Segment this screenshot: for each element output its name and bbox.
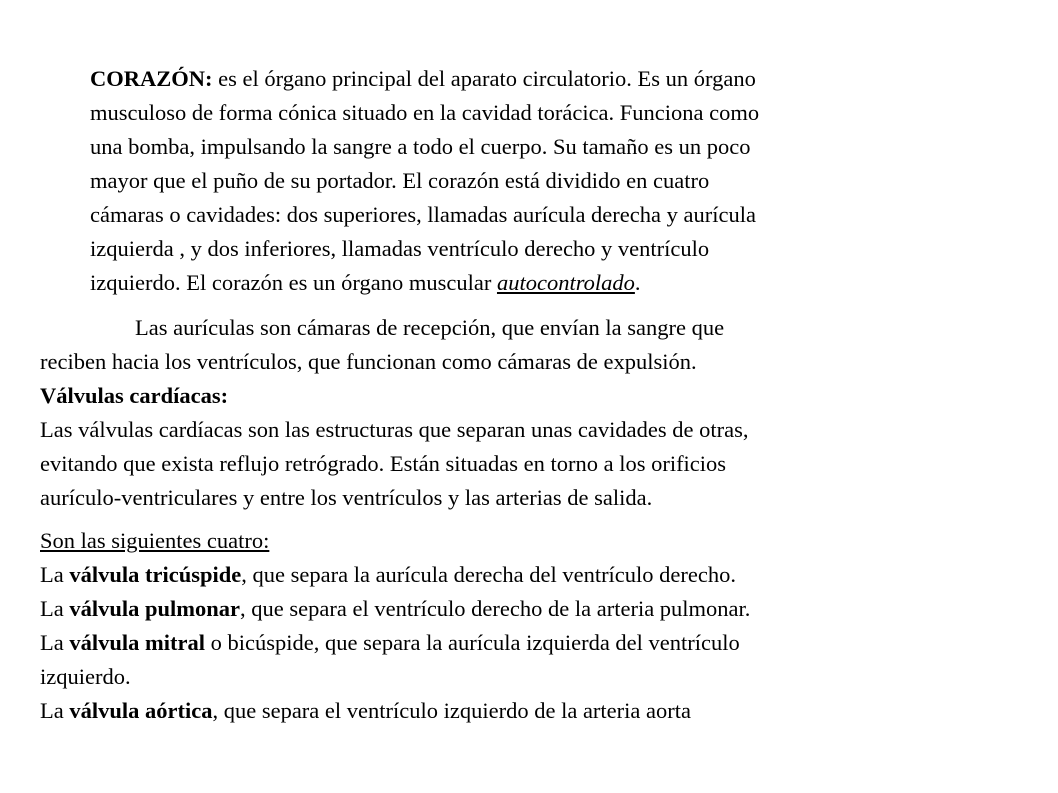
corazon-last-prefix: izquierdo. El corazón es un órgano muscular	[90, 270, 497, 295]
valvulas-line-3: aurículo-ventriculares y entre los ventrículos y las arterias de salida.	[40, 485, 653, 510]
valve-item-pre: La	[40, 562, 70, 587]
corazon-line-3: una bomba, impulsando la sangre a todo el cuerpo. Su tamaño es un poco	[90, 134, 751, 159]
valve-item-mitral	[40, 626, 740, 660]
corazon-line-6: izquierda , y dos inferiores, llamadas ventrículo derecho y ventrículo	[90, 236, 710, 261]
corazon-term: CORAZÓN:	[90, 66, 213, 91]
valve-name-aortica: válvula aórtica	[69, 698, 213, 723]
corazon-line-5: cámaras o cavidades: dos superiores, llamadas aurícula derecha y aurícula	[90, 202, 756, 227]
valve-item-tricuspide	[40, 558, 736, 592]
valvulas-line-2: evitando que exista reflujo retrógrado. Están situadas en torno a los orificios	[40, 451, 727, 476]
valve-item-post: , que separa la aurícula derecha del ventrículo derecho.	[241, 562, 737, 587]
valve-item-post: , que separa el ventrículo izquierdo de la arteria aorta	[212, 698, 691, 723]
corazon-line-4: mayor que el puño de su portador. El corazón está dividido en cuatro	[90, 168, 710, 193]
valve-item-post: o bicúspide, que separa la aurícula izquierda del ventrículo	[204, 630, 740, 655]
valve-item-post: , que separa el ventrículo derecho de la arteria pulmonar.	[240, 596, 751, 621]
corazon-text: es el órgano principal del aparato circulatorio. Es un órgano	[212, 66, 756, 91]
valvulas-heading	[40, 379, 228, 413]
corazon-line-2: musculoso de forma cónica situado en la cavidad torácica. Funciona como	[90, 100, 760, 125]
valvulas-subheading: Son las siguientes cuatro:	[40, 528, 270, 553]
valvulas-heading-text: Válvulas cardíacas:	[40, 383, 229, 408]
corazon-line-1	[90, 62, 756, 96]
auriculas-line-2: reciben hacia los ventrículos, que funcionan como cámaras de expulsión.	[40, 349, 697, 374]
valve-item-pre: La	[40, 596, 70, 621]
autocontrolado-link[interactable]: autocontrolado	[496, 270, 635, 295]
valve-item-aortica	[40, 694, 691, 728]
auriculas-line-1: Las aurículas son cámaras de recepción, que envían la sangre que	[135, 315, 725, 340]
valve-name-pulmonar: válvula pulmonar	[69, 596, 241, 621]
valve-name-mitral: válvula mitral	[69, 630, 205, 655]
valve-item-pre: La	[40, 630, 70, 655]
valve-item-mitral-continuation: izquierdo.	[40, 664, 131, 689]
corazon-line-7	[90, 266, 641, 300]
valve-item-pre: La	[40, 698, 70, 723]
valvulas-line-1: Las válvulas cardíacas son las estructuras que separan unas cavidades de otras,	[40, 417, 749, 442]
corazon-last-suffix: .	[634, 270, 641, 295]
valve-name-tricuspide: válvula tricúspide	[69, 562, 242, 587]
valve-item-pulmonar	[40, 592, 750, 626]
